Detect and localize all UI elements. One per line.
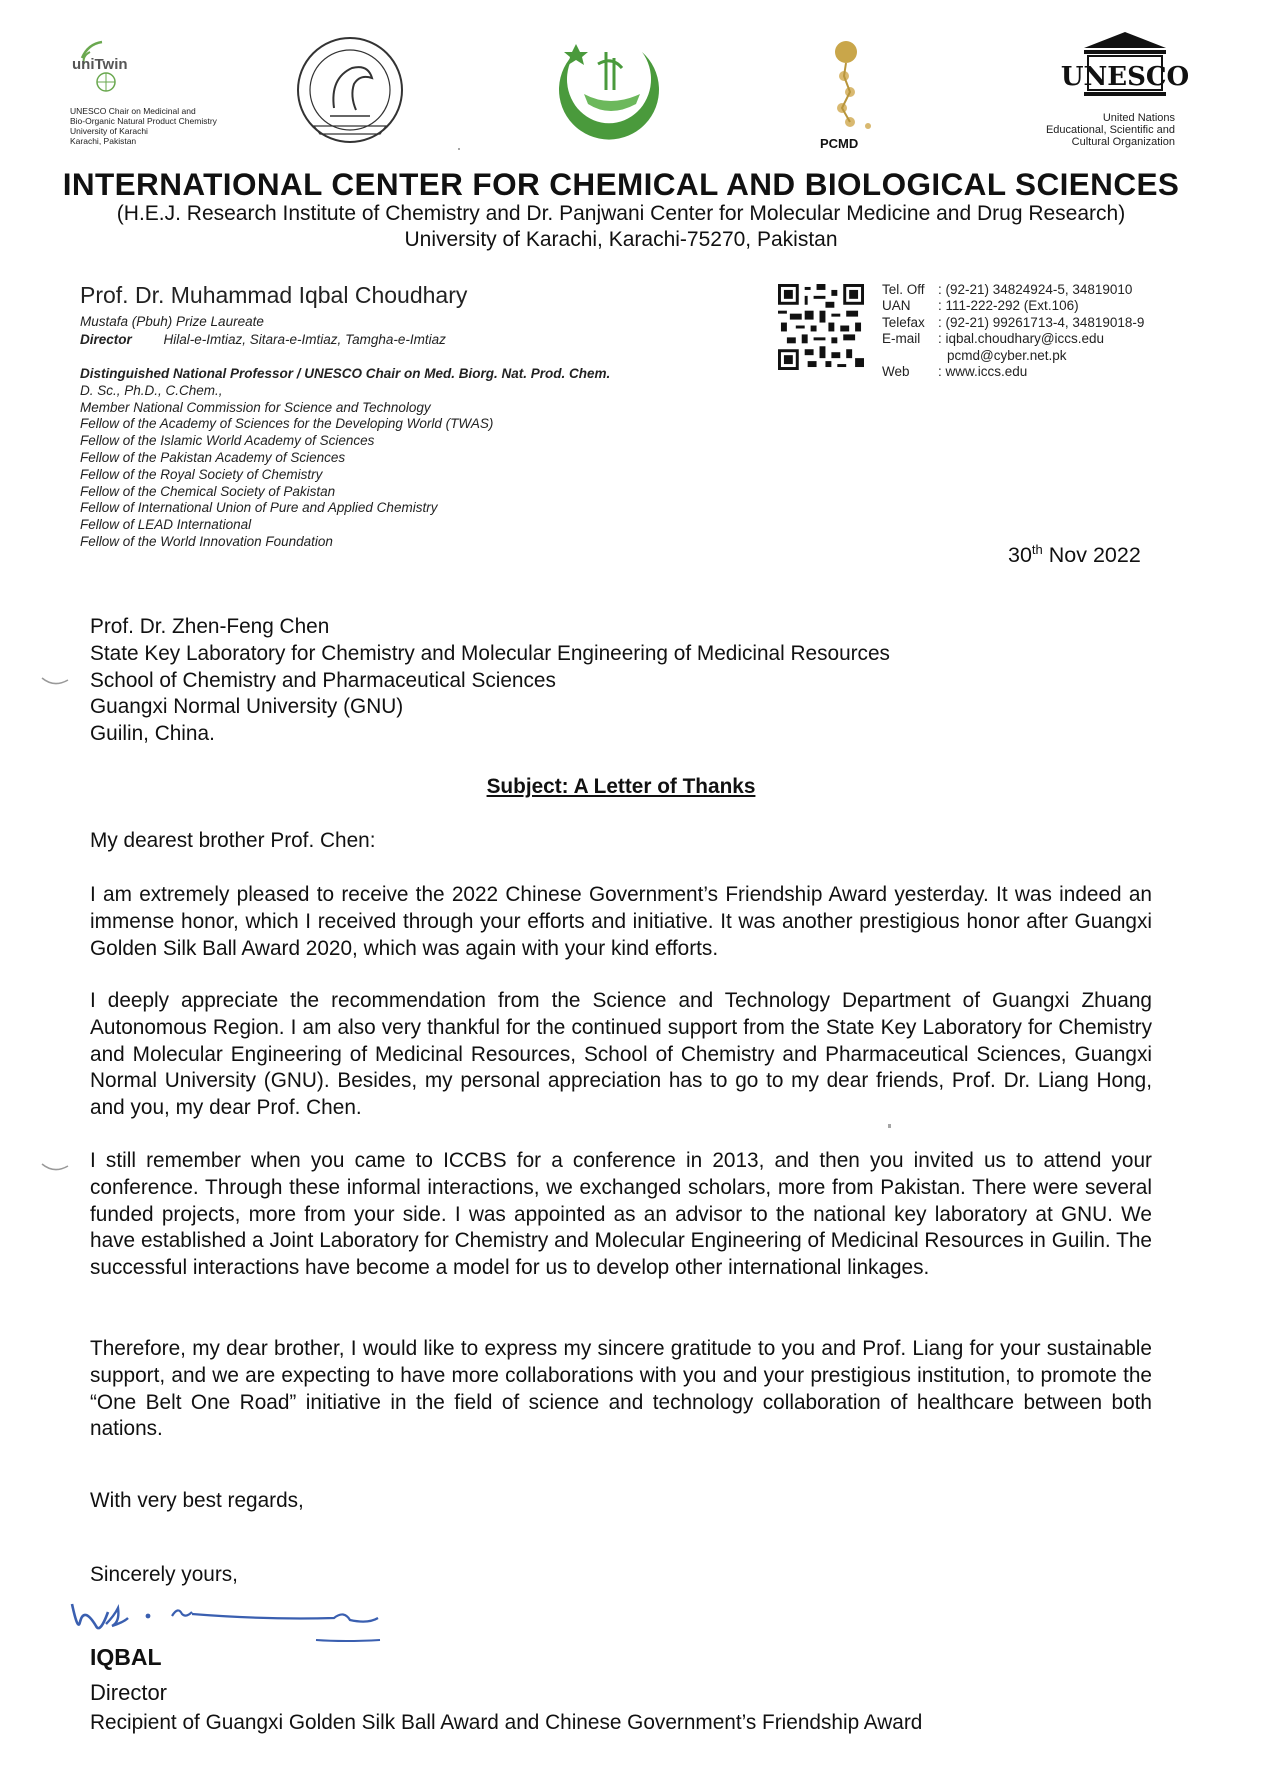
recipient-line: School of Chemistry and Pharmaceutical Sciences — [90, 668, 556, 692]
contact-label: UAN — [882, 298, 911, 314]
director-awards: Hilal-e-Imtiaz, Sitara-e-Imtiaz, Tamgha-e-Imtiaz — [163, 332, 446, 347]
credential-line: Member National Commission for Science and Technology — [80, 399, 431, 415]
contact-value: : 111-222-292 (Ext.106) — [938, 298, 1079, 314]
pcmd-emblem-icon — [816, 36, 876, 134]
director-credentials — [80, 366, 610, 551]
unesco-logo — [1010, 30, 1190, 156]
director-name: Prof. Dr. Muhammad Iqbal Choudhary — [80, 282, 468, 308]
contact-value: : (92-21) 99261713-4, 34819018-9 — [938, 314, 1145, 330]
contact-label — [882, 348, 938, 364]
institution-title: INTERNATIONAL CENTER FOR CHEMICAL AND BIOLOGICAL SCIENCES — [62, 166, 1180, 202]
unesco-temple-icon — [1060, 30, 1190, 100]
unitwin-caption-line: UNESCO Chair on Medicinal and — [70, 106, 196, 116]
contact-value: pcmd@cyber.net.pk — [947, 347, 1067, 363]
date-rest: Nov 2022 — [1042, 543, 1141, 568]
pcmd-logo — [806, 36, 886, 154]
director-role-row — [80, 332, 446, 349]
unesco-caption-line: United Nations — [1102, 112, 1175, 124]
date-suffix: th — [1031, 542, 1043, 557]
unesco-caption-line: Educational, Scientific and — [1045, 124, 1175, 136]
body-paragraph: Therefore, my dear brother, I would like to express my sincere gratitude to you and Prof. Liang for your sustainable support, and we are expecting to have more collaborations with you and your prestigious institution, to promote the “One Belt One Road” initiative in the field of science and technology collaboration of healthcare between both nations. — [90, 1337, 1152, 1441]
credential-line: Fellow of the World Innovation Foundation — [80, 533, 333, 549]
signature-icon — [68, 1582, 398, 1652]
unitwin-caption-line: Bio-Organic Natural Product Chemistry — [70, 116, 217, 126]
contact-row — [882, 282, 1144, 298]
contact-label: Web — [882, 364, 910, 380]
letter-date — [1008, 542, 1141, 568]
crescent-emblem-icon — [556, 38, 664, 148]
contact-value: : (92-21) 34824924-5, 34819010 — [938, 282, 1133, 297]
unitwin-logo — [66, 38, 256, 156]
contact-value: : www.iccs.edu — [938, 364, 1028, 380]
contact-label: Telefax — [882, 314, 925, 330]
contact-value: : iqbal.choudhary@iccs.edu — [938, 331, 1105, 347]
pcmd-label: PCMD — [820, 136, 859, 151]
scan-dot — [888, 1124, 891, 1128]
recipient-line: Prof. Dr. Zhen-Feng Chen — [90, 615, 330, 638]
contact-label: Tel. Off — [882, 282, 925, 297]
recipient-line: State Key Laboratory for Chemistry and Molecular Engineering of Medicinal Resources — [90, 641, 890, 665]
scan-dot — [458, 148, 460, 150]
unesco-caption-line: Cultural Organization — [1071, 136, 1175, 148]
unesco-caption — [1046, 112, 1175, 148]
sign-off: Sincerely yours, — [90, 1563, 238, 1586]
unesco-wordmark: UNESCO — [1060, 62, 1190, 92]
closing: With very best regards, — [90, 1489, 304, 1512]
unitwin-wordmark: uniTwin — [72, 56, 128, 73]
unitwin-caption-line: Karachi, Pakistan — [70, 136, 137, 146]
punch-hole-mark-icon — [40, 674, 70, 690]
punch-hole-mark-icon — [40, 1160, 70, 1176]
contact-label: E-mail — [882, 331, 921, 347]
credential-line: Fellow of the Royal Society of Chemistry — [80, 466, 323, 482]
director-prize: Mustafa (Pbuh) Prize Laureate — [80, 314, 264, 329]
director-role-label: Director — [80, 332, 132, 347]
body-paragraph: I am extremely pleased to receive the 2022 Chinese Government’s Friendship Award yesterday. It was indeed an immense honor, which I received through your efforts and initiative. It was another prestigious honor after Guangxi Golden Silk Ball Award 2020, which was again with your kind efforts. — [90, 883, 1152, 960]
director-distinction: Distinguished National Professor / UNESCO Chair on Med. Biorg. Nat. Prod. Chem. — [80, 366, 611, 381]
institution-address: University of Karachi, Karachi-75270, Pakistan — [404, 228, 838, 251]
recipient-line: Guangxi Normal University (GNU) — [90, 695, 404, 719]
credential-line: Fellow of International Union of Pure and Applied Chemistry — [80, 500, 438, 516]
date-day: 30 — [1008, 543, 1032, 568]
credential-line: Fellow of LEAD International — [80, 517, 252, 533]
iccbs-seal-icon — [290, 34, 410, 146]
contact-row — [882, 331, 1144, 347]
credential-line: Fellow of the Pakistan Academy of Sciences — [80, 449, 346, 465]
credential-line: Fellow of the Islamic World Academy of Sciences — [80, 433, 375, 449]
unitwin-caption-line: University of Karachi — [70, 126, 148, 136]
qr-code-icon — [778, 284, 864, 370]
signatory-recognition: Recipient of Guangxi Golden Silk Ball Award and Chinese Government’s Friendship Award — [90, 1711, 923, 1734]
unitwin-caption — [70, 106, 217, 146]
contact-row — [882, 315, 1144, 331]
signatory-name: IQBAL — [90, 1644, 162, 1670]
body-paragraph: I deeply appreciate the recommendation from the Science and Technology Department of Guangxi Zhuang Autonomous Region. I am also very thankful for the continued support from the State Key Laboratory for Chemistry and Molecular Engineering of Medicinal Resources, School of Chemistry and Pharmaceutical Sciences, Guangxi Normal University (GNU). Besides, my personal appreciation has to go to my dear friends, Prof. Dr. Liang Hong, and you, my dear Prof. Chen. — [90, 989, 1152, 1120]
signatory-title: Director — [90, 1680, 168, 1705]
contact-row — [882, 298, 1144, 314]
contact-row — [882, 348, 1144, 364]
contact-table — [882, 282, 1144, 380]
recipient-line: Guilin, China. — [90, 722, 215, 746]
recipient-address — [90, 614, 890, 748]
institution-subtitle: (H.E.J. Research Institute of Chemistry and Dr. Panjwani Center for Molecular Medicine and Drug Research) — [116, 202, 1126, 225]
credential-line: D. Sc., Ph.D., C.Chem., — [80, 382, 223, 398]
body-paragraph: I still remember when you came to ICCBS for a conference in 2013, and then you invited us to attend your conference. Through these informal interactions, we exchanged scholars, more from Pakistan. There were several funded projects, more from your side. I was appointed as an advisor to the national key laboratory at GNU. We have established a Joint Laboratory for Chemistry and Molecular Engineering of Medicinal Resources in Guilin. The successful interactions have become a model for us to develop other international linkages. — [90, 1149, 1152, 1280]
letter-subject: Subject: A Letter of Thanks — [486, 775, 756, 798]
salutation: My dearest brother Prof. Chen: — [90, 829, 376, 852]
credential-line: Fellow of the Chemical Society of Pakistan — [80, 483, 336, 499]
contact-row — [882, 364, 1144, 380]
credential-line: Fellow of the Academy of Sciences for the Developing World (TWAS) — [80, 416, 494, 432]
